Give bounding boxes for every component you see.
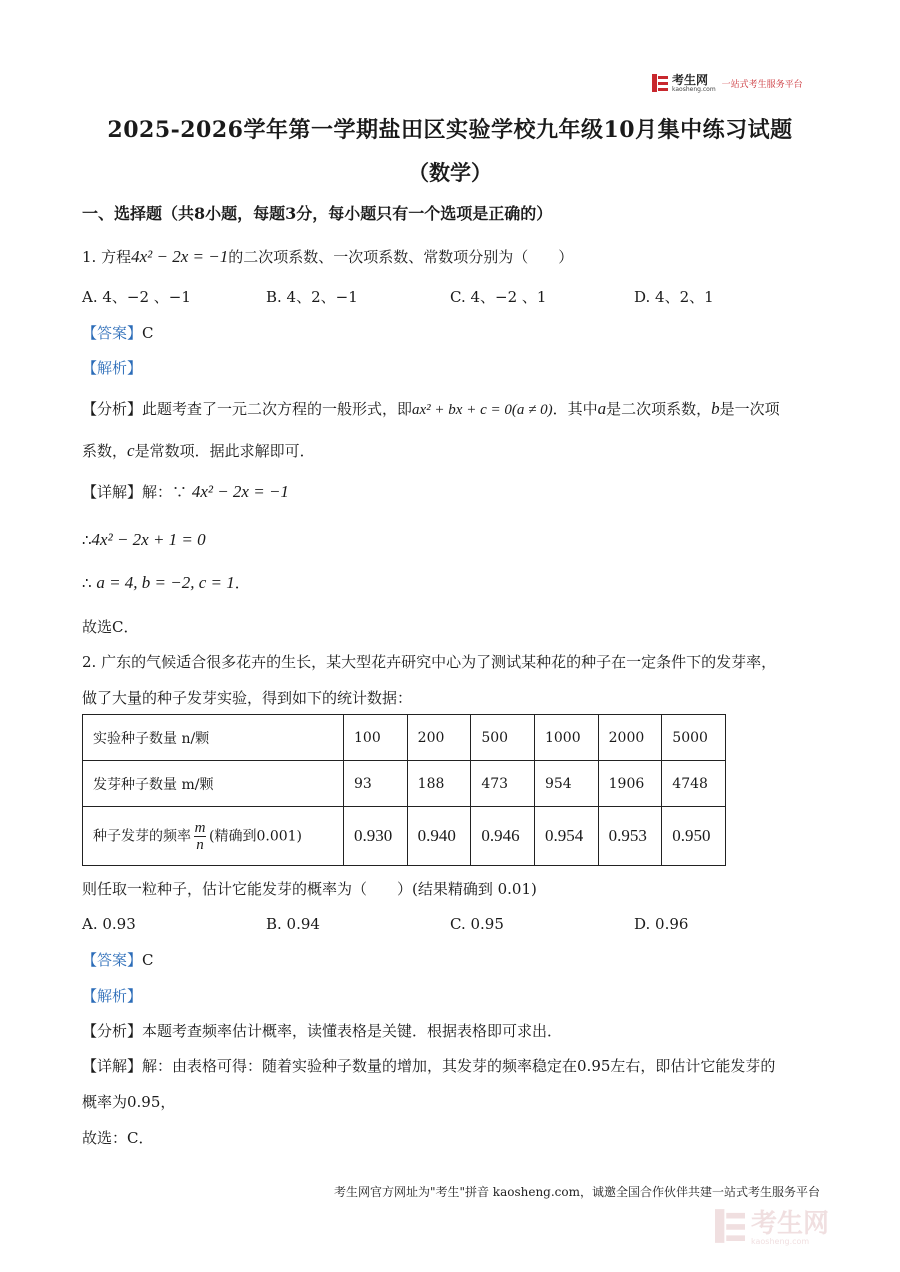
q2-option-d: D. 0.96 (634, 915, 689, 933)
table-cell: 500 (471, 715, 535, 761)
brand-logo (652, 72, 822, 94)
q2-option-a: A. 0.93 (82, 915, 136, 933)
section-heading: 一、选择题（共8小题，每题3分，每小题只有一个选项是正确的） (82, 204, 553, 223)
table-cell: 0.930 (344, 807, 408, 866)
because-symbol: ∵ (172, 483, 188, 501)
answer-tag: 【答案】 (82, 951, 143, 969)
q2-detail-line1: 【详解】解：由表格可得：随着实验种子数量的增加，其发芽的频率稳定在0.95左右，即估计它能发芽的 (82, 1057, 776, 1075)
table-cell: 0.954 (534, 807, 598, 866)
table-cell: 0.946 (471, 807, 535, 866)
q2-question: 则任取一粒种子，估计它能发芽的概率为（ ）(结果精确到 0.01) (82, 880, 537, 898)
table-cell: 100 (344, 715, 408, 761)
table-cell: 1906 (598, 761, 662, 807)
answer-value: C (142, 324, 154, 342)
table-cell: 0.953 (598, 807, 662, 866)
q1-option-c: C. 4、−2 、1 (450, 288, 547, 306)
watermark-name: 考生网 (751, 1208, 830, 1239)
kaosheng-logo-icon (652, 74, 668, 92)
answer-tag: 【答案】 (82, 324, 143, 342)
q1-stem: 1. 方程4x² − 2x = −1的二次项系数、一次项系数、常数项分别为（ ） (82, 247, 574, 266)
q2-stem-line1: 2. 广东的气候适合很多花卉的生长，某大型花卉研究中心为了测试某种花的种子在一定条件下的发芽率， (82, 653, 777, 671)
table-cell: 1000 (534, 715, 598, 761)
q1-option-d: D. 4、2、1 (634, 288, 714, 306)
therefore-symbol: ∴ (82, 574, 92, 592)
therefore-symbol: ∴ (82, 531, 92, 549)
q1-option-b: B. 4、2、−1 (266, 288, 358, 306)
q1-analysis-tag: 【解析】 (82, 359, 143, 377)
q2-analysis: 【分析】本题考查频率估计概率，读懂表格是关键．根据表格即可求出． (82, 1022, 563, 1040)
table-cell: 93 (344, 761, 408, 807)
q2-stem-line2: 做了大量的种子发芽实验，得到如下的统计数据： (82, 689, 413, 707)
table-cell: 2000 (598, 715, 662, 761)
general-form-formula: ax² + bx + c = 0(a ≠ 0) (412, 402, 553, 418)
page-footer: 考生网官方网址为"考生"拼音 kaosheng.com，诚邀全国合作伙伴共建一站式考生服务平台 (333, 1185, 820, 1199)
table-row (83, 807, 726, 866)
frequency-fraction: $\frac{m}{n}$ (194, 819, 206, 853)
q1-option-a: A. 4、−2 、−1 (82, 288, 191, 306)
q2-detail-line2: 概率为0.95， (82, 1093, 176, 1111)
table-cell: 188 (407, 761, 471, 807)
q1-analysis-line2: 系数，c是常数项．据此求解即可． (82, 441, 315, 460)
table-cell: 4748 (662, 761, 726, 807)
page-title: 2025-2026学年第一学期盐田区实验学校九年级10月集中练习试题 (107, 117, 793, 143)
table-row-label: 种子发芽的频率 $\frac{m}{n}$ (精确到0.001) (83, 807, 344, 866)
table-cell: 0.950 (662, 807, 726, 866)
brand-slogan: 一站式考生服务平台 (721, 79, 803, 90)
table-cell: 200 (407, 715, 471, 761)
q1-detail-line3: ∴ a = 4, b = −2, c = 1． (82, 573, 250, 592)
table-row (83, 761, 726, 807)
table-cell: 473 (471, 761, 535, 807)
q1-detail-line2: ∴4x² − 2x + 1 = 0 (82, 530, 206, 549)
q1-detail-line1: 【详解】解：∵ 4x² − 2x = −1 (82, 482, 289, 501)
table-row-label: 发芽种子数量 m/颗 (83, 761, 344, 807)
q2-analysis-tag: 【解析】 (82, 987, 143, 1005)
watermark-logo-icon (715, 1208, 745, 1248)
watermark (715, 1203, 885, 1253)
table-cell: 954 (534, 761, 598, 807)
table-row-label: 实验种子数量 n/颗 (83, 715, 344, 761)
page-subtitle: （数学） (408, 160, 492, 185)
table-cell: 5000 (662, 715, 726, 761)
q1-answer (82, 323, 154, 343)
table-row (83, 715, 726, 761)
table-cell: 0.940 (407, 807, 471, 866)
q1-conclusion: 故选C． (82, 618, 139, 636)
q2-conclusion: 故选：C． (82, 1129, 154, 1147)
q2-option-b: B. 0.94 (266, 915, 320, 933)
watermark-url: kaosheng.com (751, 1236, 810, 1246)
q1-equation: 4x² − 2x = −1 (131, 247, 229, 266)
q2-answer (82, 950, 154, 970)
q2-option-c: C. 0.95 (450, 915, 504, 933)
q1-analysis-line1: 【分析】此题考查了一元二次方程的一般形式，即ax² + bx + c = 0(a ≠ 0)．其中a是二次项系数，b是一次项 (82, 399, 780, 418)
answer-value: C (142, 951, 154, 969)
brand-url: kaosheng.com (672, 85, 716, 93)
germination-table (82, 714, 726, 866)
brand-name: 考生网 (672, 72, 709, 87)
